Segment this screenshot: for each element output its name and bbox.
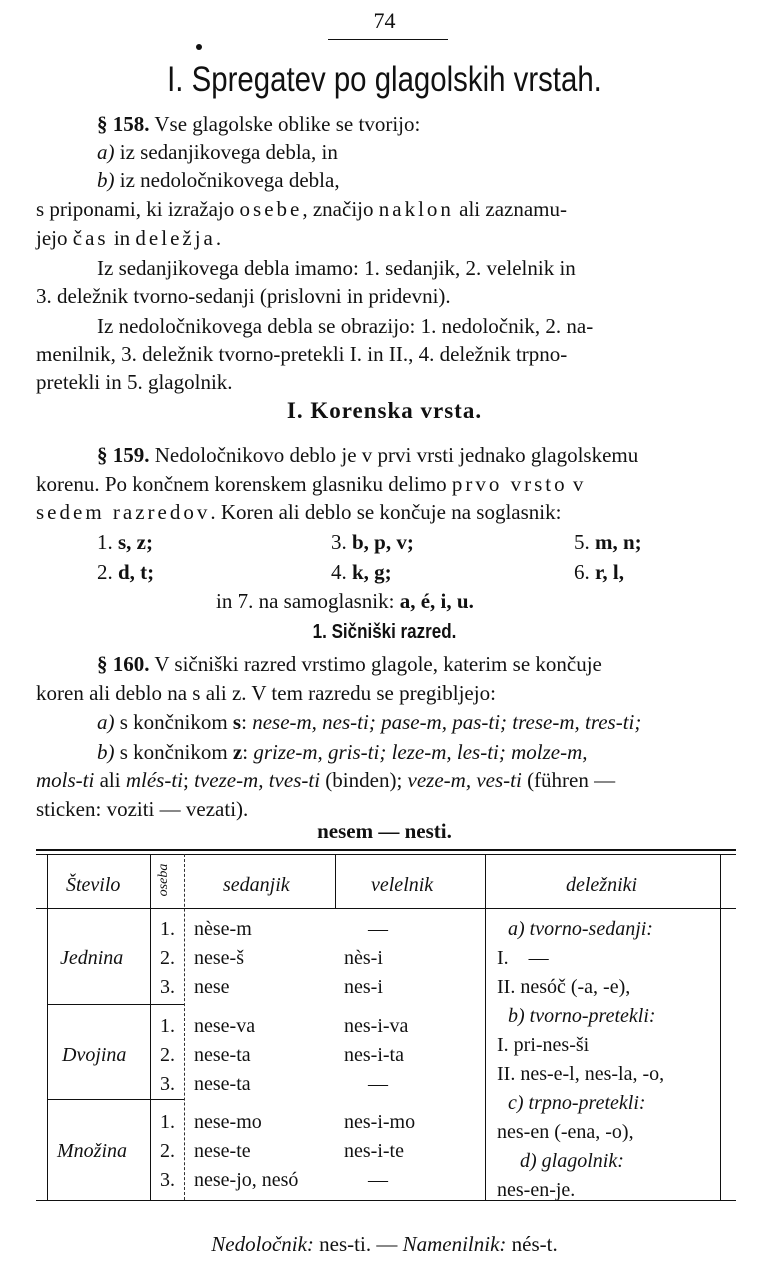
group-label-dvojina: Dvojina: [62, 1044, 127, 1066]
participle-form: I. —: [497, 947, 549, 969]
s158-line8: Iz nedoločnikovega debla se obrazijo: 1. nedoločnik, 2. na-: [97, 314, 594, 338]
class-3: 3. b, p, v;: [331, 530, 414, 554]
table-left-border: [47, 854, 48, 1200]
person-number: 3.: [160, 1073, 175, 1095]
class-4: 4. k, g;: [331, 560, 392, 584]
velelnik-form: —: [368, 1169, 388, 1191]
person-number: 2.: [160, 1140, 175, 1162]
person-number: 2.: [160, 1044, 175, 1066]
s158-number: § 158.: [97, 112, 150, 136]
sedanjik-form: nese-va: [194, 1015, 256, 1037]
s160-number: § 160.: [97, 652, 150, 676]
person-number: 1.: [160, 1015, 175, 1037]
table-footer: Nedoločnik: nes-ti. — Namenilnik: nés-t.: [211, 1232, 558, 1256]
velelnik-form: nes-i-ta: [344, 1044, 404, 1066]
section-heading: I. Korenska vrsta.: [286, 398, 483, 423]
table-top-rule: [36, 849, 736, 851]
header-sedanjik: sedanjik: [223, 874, 290, 896]
person-number: 1.: [160, 1111, 175, 1133]
col-divider-delezniki: [485, 854, 486, 1200]
sedanjik-form: nèse-m: [194, 918, 252, 940]
table-right-border: [720, 854, 721, 1200]
row-divider-2: [48, 1099, 184, 1100]
table-bottom-rule: [36, 1200, 736, 1201]
class-7-vowels: in 7. na samoglasnik: a, é, i, u.: [216, 589, 474, 613]
s158-line1: § 158. Vse glagolske oblike se tvorijo:: [97, 112, 421, 136]
person-number: 2.: [160, 947, 175, 969]
participle-heading: b) tvorno-pretekli:: [508, 1005, 656, 1027]
page-number: 74: [373, 8, 396, 33]
participle-form: II. nes-e-l, nes-la, -o,: [497, 1063, 665, 1085]
sedanjik-form: nese-te: [194, 1140, 251, 1162]
chapter-heading: I. Spregatev po glagolskih vrstah.: [167, 60, 602, 99]
participle-form: nes-en (-ena, -o),: [497, 1121, 634, 1143]
header-delezniki: deležniki: [566, 874, 638, 896]
s159-line2: korenu. Po končnem korenskem glasniku delimo prvo vrsto v: [36, 472, 584, 496]
table-top-rule-thin: [36, 854, 736, 855]
class-5: 5. m, n;: [574, 530, 642, 554]
page-number-rule: [328, 39, 448, 40]
s160-item-b: b) s končnikom z: grize-m, gris-ti; leze-m, les-ti; molze-m,: [97, 740, 588, 764]
class-subheading: 1. Sičniški razred.: [312, 621, 457, 643]
header-oseba: oseba: [156, 863, 171, 897]
velelnik-form: nes-i-te: [344, 1140, 404, 1162]
table-caption: nesem — nesti.: [317, 819, 452, 843]
participle-heading: a) tvorno-sedanji:: [508, 918, 653, 940]
velelnik-form: nes-i-va: [344, 1015, 409, 1037]
ink-dot: [196, 44, 202, 50]
row-divider-1: [48, 1004, 184, 1005]
velelnik-form: nès-i: [344, 947, 383, 969]
sedanjik-form: nese-ta: [194, 1044, 251, 1066]
s158-line7: 3. deležnik tvorno-sedanji (prislovni in pridevni).: [36, 284, 451, 308]
s160-line5: mols-ti ali mlés-ti; tveze-m, tves-ti (binden); veze-m, ves-ti (führen —: [36, 768, 616, 792]
s159-line3: sedem razredov. Koren ali deblo se končuje na soglasnik:: [36, 500, 562, 524]
s158-line5: jejo čas in deležja.: [36, 226, 222, 250]
s160-line1: § 160. V sičniški razred vrstimo glagole, katerim se končuje: [97, 652, 602, 676]
sedanjik-form: nese-ta: [194, 1073, 251, 1095]
velelnik-form: nes-i: [344, 976, 383, 998]
class-2: 2. d, t;: [97, 560, 155, 584]
person-number: 3.: [160, 976, 175, 998]
participle-form: nes-en-je.: [497, 1179, 576, 1201]
s159-line1: § 159. Nedoločnikovo deblo je v prvi vrsti jednako glagolskemu: [97, 443, 639, 467]
header-stevilo: Število: [66, 874, 121, 896]
s158-line10: pretekli in 5. glagolnik.: [36, 370, 233, 394]
person-number: 3.: [160, 1169, 175, 1191]
sedanjik-form: nese-š: [194, 947, 244, 969]
participle-form: II. nesóč (-a, -e),: [497, 976, 631, 998]
s158-item-a: a) iz sedanjikovega debla, in: [97, 140, 338, 164]
participle-form: I. pri-nes-ši: [497, 1034, 590, 1056]
s159-number: § 159.: [97, 443, 150, 467]
col-divider-sedanjik: [184, 854, 185, 1200]
sedanjik-form: nese-mo: [194, 1111, 262, 1133]
s160-line6: sticken: voziti — vezati).: [36, 797, 249, 821]
class-6: 6. r, l,: [574, 560, 624, 584]
velelnik-form: —: [368, 918, 388, 940]
s160-line2: koren ali deblo na s ali z. V tem razredu se pregibljejo:: [36, 681, 496, 705]
group-label-jednina: Jednina: [60, 947, 124, 969]
class-1: 1. s, z;: [97, 530, 153, 554]
header-velelnik: velelnik: [371, 874, 434, 896]
s158-line9: menilnik, 3. deležnik tvorno-pretekli I. in II., 4. deležnik trpno-: [36, 342, 568, 366]
person-number: 1.: [160, 918, 175, 940]
sedanjik-form: nese-jo, nesó: [194, 1169, 299, 1191]
participle-heading: c) trpno-pretekli:: [508, 1092, 646, 1114]
participle-heading: d) glagolnik:: [520, 1150, 624, 1172]
s158-line6: Iz sedanjikovega debla imamo: 1. sedanjik, 2. velelnik in: [97, 256, 576, 280]
s160-item-a: a) s končnikom s: nese-m, nes-ti; pase-m, pas-ti; trese-m, tres-ti;: [97, 710, 642, 734]
table-header-rule: [36, 908, 736, 909]
s158-item-b: b) iz nedoločnikovega debla,: [97, 168, 340, 192]
velelnik-form: —: [368, 1073, 388, 1095]
sedanjik-form: nese: [194, 976, 230, 998]
velelnik-form: nes-i-mo: [344, 1111, 416, 1133]
s158-line4: s priponami, ki izražajo osebe, značijo naklon ali zaznamu-: [36, 197, 568, 221]
group-label-mnozina: Množina: [57, 1140, 127, 1162]
col-divider-velelnik: [335, 854, 336, 908]
